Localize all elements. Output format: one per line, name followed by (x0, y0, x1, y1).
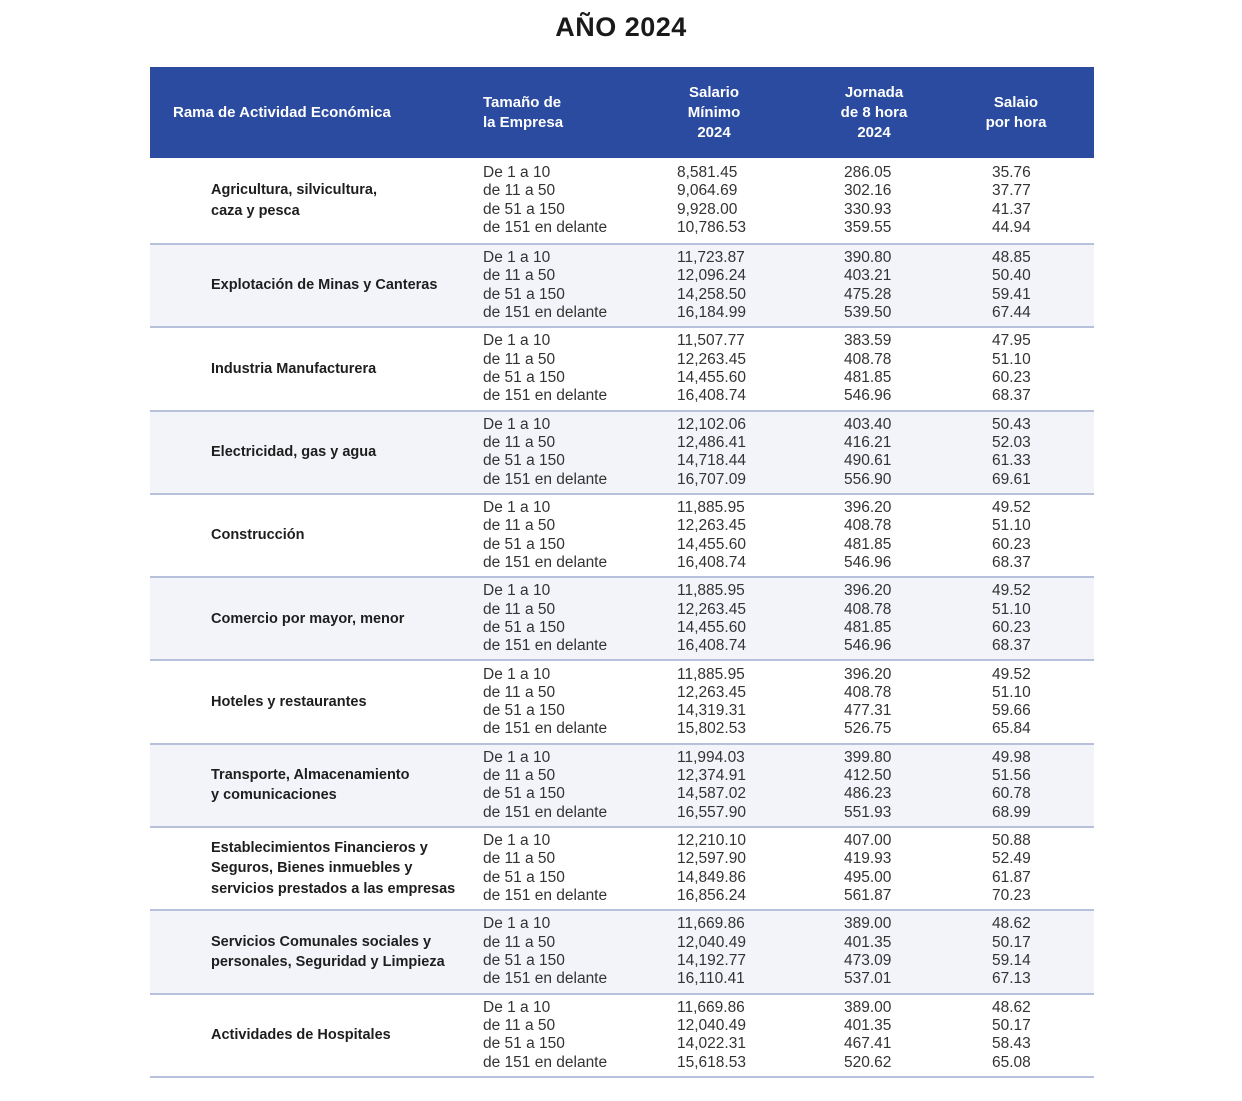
table-header (150, 67, 1094, 158)
tamano-cell: de 11 a 50 (483, 433, 556, 451)
hora-cell: 49.98 (992, 748, 1031, 766)
hora-column (992, 661, 1062, 742)
tamano-cell: de 151 en delante (483, 218, 608, 236)
salario-cell: 12,263.45 (677, 350, 746, 368)
jornada-cell: 401.35 (844, 933, 892, 951)
jornada-cell: 408.78 (844, 517, 892, 535)
jornada-cell: 330.93 (844, 200, 892, 218)
tamano-cell: de 51 a 150 (483, 868, 565, 886)
hora-cell: 50.40 (992, 267, 1031, 285)
salario-column (677, 911, 787, 992)
salario-cell: 11,723.87 (677, 249, 745, 267)
rama-cell (211, 911, 466, 992)
hora-cell: 59.66 (992, 702, 1031, 720)
tamano-cell: de 151 en delante (483, 887, 608, 905)
tamano-cell: De 1 a 10 (483, 832, 551, 850)
salario-cell: 12,040.49 (677, 1017, 746, 1035)
salario-cell: 8,581.45 (677, 163, 738, 181)
jornada-column (844, 495, 934, 576)
rama-cell (211, 158, 466, 243)
jornada-cell: 383.59 (844, 332, 892, 350)
salario-cell: 11,669.86 (677, 915, 745, 933)
hora-cell: 67.13 (992, 970, 1031, 988)
jornada-column (844, 995, 934, 1076)
header-rama: Rama de Actividad Económica (173, 103, 391, 121)
hora-cell: 65.84 (992, 720, 1031, 738)
salario-column (677, 578, 787, 659)
salario-cell: 14,849.86 (677, 868, 746, 886)
salario-cell: 14,718.44 (677, 452, 746, 470)
tamano-column (483, 995, 653, 1076)
salario-cell: 16,408.74 (677, 387, 746, 405)
rama-cell (211, 995, 466, 1076)
tamano-cell: de 51 a 150 (483, 785, 565, 803)
salario-cell: 16,707.09 (677, 470, 746, 488)
table-row (150, 245, 1094, 328)
tamano-cell: de 11 a 50 (483, 517, 556, 535)
hora-cell: 50.43 (992, 415, 1031, 433)
hora-cell: 49.52 (992, 582, 1031, 600)
salary-table (150, 67, 1094, 1078)
hora-cell: 50.17 (992, 933, 1031, 951)
salario-cell: 16,184.99 (677, 303, 746, 321)
salario-cell: 9,064.69 (677, 182, 738, 200)
salario-column (677, 995, 787, 1076)
hora-column (992, 328, 1062, 409)
tamano-column (483, 412, 653, 493)
tamano-cell: de 11 a 50 (483, 600, 556, 618)
rama-label: Agricultura, silvicultura, caza y pesca (211, 182, 377, 219)
jornada-cell: 546.96 (844, 637, 892, 655)
salario-cell: 11,885.95 (677, 498, 745, 516)
salario-cell: 14,258.50 (677, 285, 746, 303)
tamano-cell: De 1 a 10 (483, 415, 551, 433)
hora-cell: 67.44 (992, 303, 1031, 321)
hora-cell: 60.23 (992, 618, 1031, 636)
salario-cell: 12,040.49 (677, 933, 746, 951)
hora-cell: 58.43 (992, 1035, 1031, 1053)
tamano-column (483, 661, 653, 742)
hora-cell: 48.85 (992, 249, 1031, 267)
jornada-cell: 286.05 (844, 163, 892, 181)
salario-column (677, 245, 787, 326)
tamano-cell: de 51 a 150 (483, 285, 565, 303)
tamano-cell: De 1 a 10 (483, 332, 551, 350)
hora-cell: 52.03 (992, 433, 1031, 451)
hora-cell: 60.23 (992, 535, 1031, 553)
rama-cell (211, 745, 466, 826)
rama-cell (211, 661, 466, 742)
tamano-cell: de 11 a 50 (483, 683, 556, 701)
tamano-column (483, 495, 653, 576)
tamano-cell: de 11 a 50 (483, 350, 556, 368)
jornada-cell: 477.31 (844, 702, 892, 720)
jornada-cell: 403.21 (844, 267, 892, 285)
salario-column (677, 158, 787, 243)
salario-cell: 15,618.53 (677, 1053, 746, 1071)
hora-cell: 68.37 (992, 553, 1031, 571)
hora-column (992, 245, 1062, 326)
jornada-cell: 546.96 (844, 553, 892, 571)
salario-cell: 10,786.53 (677, 218, 746, 236)
jornada-cell: 396.20 (844, 665, 892, 683)
tamano-cell: De 1 a 10 (483, 748, 551, 766)
header-hora: Salaio por hora (985, 93, 1047, 131)
tamano-cell: de 51 a 150 (483, 952, 565, 970)
table-row (150, 745, 1094, 828)
hora-cell: 65.08 (992, 1053, 1031, 1071)
jornada-cell: 359.55 (844, 218, 892, 236)
hora-cell: 37.77 (992, 182, 1031, 200)
table-row (150, 578, 1094, 661)
jornada-cell: 467.41 (844, 1035, 892, 1053)
tamano-cell: De 1 a 10 (483, 998, 551, 1016)
jornada-cell: 407.00 (844, 832, 892, 850)
tamano-cell: de 51 a 150 (483, 702, 565, 720)
hora-column (992, 995, 1062, 1076)
hora-cell: 60.23 (992, 368, 1031, 386)
hora-cell: 44.94 (992, 218, 1031, 236)
salario-column (677, 328, 787, 409)
jornada-cell: 390.80 (844, 249, 892, 267)
jornada-cell: 412.50 (844, 767, 892, 785)
rama-label: Industria Manufacturera (211, 360, 377, 377)
hora-cell: 59.14 (992, 952, 1031, 970)
salario-cell: 14,587.02 (677, 785, 746, 803)
table-row (150, 911, 1094, 994)
hora-cell: 48.62 (992, 915, 1031, 933)
tamano-column (483, 911, 653, 992)
rama-label: Servicios Comunales sociales y personales, Seguridad y Limpieza (211, 933, 445, 971)
rama-label: Electricidad, gas y agua (211, 443, 377, 460)
hora-cell: 51.10 (992, 683, 1031, 701)
tamano-cell: de 51 a 150 (483, 1035, 565, 1053)
jornada-cell: 526.75 (844, 720, 892, 738)
tamano-cell: de 151 en delante (483, 970, 608, 988)
salario-cell: 12,374.91 (677, 767, 746, 785)
jornada-cell: 481.85 (844, 618, 892, 636)
jornada-cell: 539.50 (844, 303, 892, 321)
tamano-cell: de 151 en delante (483, 803, 608, 821)
salario-cell: 12,210.10 (677, 832, 746, 850)
tamano-cell: De 1 a 10 (483, 498, 551, 516)
rama-cell (211, 328, 466, 409)
header-jornada: Jornada de 8 hora 2024 (840, 83, 908, 141)
rama-label: Transporte, Almacenamiento y comunicaciones (211, 766, 410, 804)
salario-cell: 12,597.90 (677, 850, 746, 868)
jornada-cell: 486.23 (844, 785, 892, 803)
jornada-cell: 490.61 (844, 452, 892, 470)
salario-cell: 12,263.45 (677, 517, 746, 535)
jornada-column (844, 661, 934, 742)
hora-cell: 47.95 (992, 332, 1031, 350)
tamano-cell: de 11 a 50 (483, 182, 556, 200)
tamano-cell: De 1 a 10 (483, 665, 551, 683)
hora-cell: 51.10 (992, 600, 1031, 618)
tamano-cell: de 51 a 150 (483, 200, 565, 218)
hora-cell: 49.52 (992, 665, 1031, 683)
salario-cell: 12,102.06 (677, 415, 746, 433)
tamano-cell: De 1 a 10 (483, 249, 551, 267)
salario-column (677, 412, 787, 493)
jornada-cell: 389.00 (844, 998, 892, 1016)
hora-cell: 51.10 (992, 517, 1031, 535)
hora-cell: 70.23 (992, 887, 1031, 905)
hora-column (992, 158, 1062, 243)
jornada-cell: 396.20 (844, 498, 892, 516)
jornada-column (844, 745, 934, 826)
salario-cell: 14,455.60 (677, 535, 746, 553)
tamano-cell: De 1 a 10 (483, 915, 551, 933)
table-row (150, 495, 1094, 578)
table-row (150, 828, 1094, 911)
hora-cell: 49.52 (992, 498, 1031, 516)
salario-cell: 12,096.24 (677, 267, 746, 285)
tamano-column (483, 328, 653, 409)
hora-cell: 61.33 (992, 452, 1031, 470)
jornada-cell: 399.80 (844, 748, 892, 766)
table-row (150, 412, 1094, 495)
jornada-column (844, 578, 934, 659)
salario-cell: 15,802.53 (677, 720, 746, 738)
tamano-column (483, 745, 653, 826)
tamano-cell: de 151 en delante (483, 553, 608, 571)
jornada-cell: 481.85 (844, 368, 892, 386)
jornada-cell: 546.96 (844, 387, 892, 405)
hora-cell: 68.99 (992, 803, 1031, 821)
tamano-cell: de 11 a 50 (483, 933, 556, 951)
salario-cell: 14,319.31 (677, 702, 746, 720)
hora-column (992, 828, 1062, 909)
hora-cell: 50.88 (992, 832, 1031, 850)
tamano-cell: de 151 en delante (483, 1053, 608, 1071)
salario-cell: 16,856.24 (677, 887, 746, 905)
hora-cell: 51.10 (992, 350, 1031, 368)
jornada-cell: 416.21 (844, 433, 892, 451)
hora-cell: 48.62 (992, 998, 1031, 1016)
salario-cell: 11,669.86 (677, 998, 745, 1016)
jornada-cell: 556.90 (844, 470, 892, 488)
tamano-column (483, 578, 653, 659)
tamano-cell: De 1 a 10 (483, 582, 551, 600)
salario-column (677, 745, 787, 826)
jornada-cell: 396.20 (844, 582, 892, 600)
tamano-cell: de 151 en delante (483, 387, 608, 405)
hora-cell: 68.37 (992, 637, 1031, 655)
salario-cell: 12,263.45 (677, 683, 746, 701)
hora-cell: 52.49 (992, 850, 1031, 868)
tamano-cell: de 51 a 150 (483, 368, 565, 386)
rama-label: Hoteles y restaurantes (211, 693, 367, 710)
jornada-cell: 561.87 (844, 887, 892, 905)
tamano-cell: de 11 a 50 (483, 1017, 556, 1035)
tamano-cell: de 51 a 150 (483, 535, 565, 553)
jornada-cell: 302.16 (844, 182, 892, 200)
salario-cell: 12,486.41 (677, 433, 746, 451)
hora-cell: 41.37 (992, 200, 1031, 218)
hora-column (992, 578, 1062, 659)
jornada-cell: 520.62 (844, 1053, 892, 1071)
salario-cell: 14,022.31 (677, 1035, 746, 1053)
salario-cell: 11,885.95 (677, 665, 745, 683)
hora-cell: 35.76 (992, 163, 1031, 181)
jornada-cell: 389.00 (844, 915, 892, 933)
jornada-column (844, 911, 934, 992)
salario-cell: 14,455.60 (677, 618, 746, 636)
rama-label: Establecimientos Financieros y Seguros, Bienes inmuebles y servicios prestados a las empresas (211, 839, 456, 897)
hora-cell: 50.17 (992, 1017, 1031, 1035)
hora-column (992, 911, 1062, 992)
jornada-cell: 537.01 (844, 970, 892, 988)
jornada-cell: 495.00 (844, 868, 892, 886)
tamano-cell: de 51 a 150 (483, 618, 565, 636)
tamano-column (483, 828, 653, 909)
salario-cell: 14,455.60 (677, 368, 746, 386)
jornada-cell: 401.35 (844, 1017, 892, 1035)
salario-cell: 9,928.00 (677, 200, 738, 218)
jornada-column (844, 328, 934, 409)
page-title: AÑO 2024 (555, 12, 687, 42)
table-row (150, 328, 1094, 411)
tamano-cell: de 11 a 50 (483, 267, 556, 285)
salario-cell: 11,507.77 (677, 332, 745, 350)
tamano-cell: de 151 en delante (483, 637, 608, 655)
tamano-cell: De 1 a 10 (483, 163, 551, 181)
jornada-cell: 473.09 (844, 952, 892, 970)
tamano-cell: de 151 en delante (483, 470, 608, 488)
salario-cell: 16,557.90 (677, 803, 746, 821)
tamano-cell: de 11 a 50 (483, 850, 556, 868)
tamano-cell: de 151 en delante (483, 720, 608, 738)
hora-column (992, 412, 1062, 493)
table-row (150, 995, 1094, 1078)
rama-cell (211, 828, 466, 909)
salario-column (677, 828, 787, 909)
tamano-cell: de 11 a 50 (483, 767, 556, 785)
hora-column (992, 745, 1062, 826)
table-row (150, 661, 1094, 744)
header-salario: Salario Mínimo 2024 (687, 83, 741, 141)
rama-label: Comercio por mayor, menor (211, 610, 405, 627)
tamano-cell: de 151 en delante (483, 303, 608, 321)
rama-label: Actividades de Hospitales (211, 1027, 391, 1044)
salario-cell: 11,994.03 (677, 748, 745, 766)
salario-cell: 14,192.77 (677, 952, 746, 970)
hora-cell: 69.61 (992, 470, 1031, 488)
hora-cell: 51.56 (992, 767, 1031, 785)
hora-cell: 60.78 (992, 785, 1031, 803)
salario-cell: 16,408.74 (677, 553, 746, 571)
tamano-column (483, 158, 653, 243)
jornada-column (844, 158, 934, 243)
jornada-column (844, 412, 934, 493)
jornada-cell: 408.78 (844, 350, 892, 368)
jornada-column (844, 828, 934, 909)
table-row (150, 158, 1094, 245)
jornada-cell: 403.40 (844, 415, 892, 433)
jornada-cell: 481.85 (844, 535, 892, 553)
jornada-cell: 475.28 (844, 285, 892, 303)
rama-cell (211, 578, 466, 659)
salario-cell: 12,263.45 (677, 600, 746, 618)
rama-cell (211, 495, 466, 576)
salario-column (677, 661, 787, 742)
jornada-cell: 551.93 (844, 803, 892, 821)
hora-cell: 59.41 (992, 285, 1031, 303)
hora-cell: 61.87 (992, 868, 1031, 886)
jornada-cell: 408.78 (844, 683, 892, 701)
salario-cell: 11,885.95 (677, 582, 745, 600)
hora-column (992, 495, 1062, 576)
table-body (150, 158, 1094, 1078)
salario-cell: 16,110.41 (677, 970, 745, 988)
salario-column (677, 495, 787, 576)
salario-cell: 16,408.74 (677, 637, 746, 655)
hora-cell: 68.37 (992, 387, 1031, 405)
jornada-cell: 408.78 (844, 600, 892, 618)
jornada-column (844, 245, 934, 326)
tamano-column (483, 245, 653, 326)
rama-cell (211, 245, 466, 326)
jornada-cell: 419.93 (844, 850, 892, 868)
rama-cell (211, 412, 466, 493)
header-tamano: Tamaño de la Empresa (483, 93, 564, 131)
tamano-cell: de 51 a 150 (483, 452, 565, 470)
rama-label: Construcción (211, 527, 305, 544)
rama-label: Explotación de Minas y Canteras (211, 277, 438, 294)
